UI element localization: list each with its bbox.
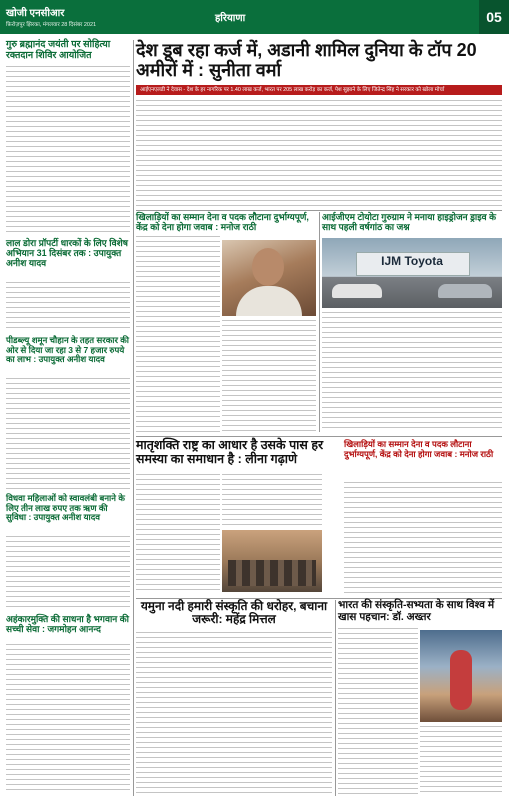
audience-shape — [228, 560, 316, 586]
khiladi2-body-text — [344, 482, 502, 594]
matri-event-photo — [222, 530, 322, 592]
khiladi-body-text — [136, 236, 220, 432]
speaker-body-shape — [236, 286, 302, 316]
khiladi-headline: खिलाड़ियों का सम्मान देना व पदक लौटाना दुर्भाग्यपूर्ण, केंद्र को देना होगा जवाब : मनोज राठी — [136, 212, 309, 233]
toyota-headline: आईजीएम टोयोटा गुरुग्राम ने मनाया हाइड्रोजन ड्राइव के साथ पहली वर्षगांठ का जश्न — [322, 212, 497, 233]
toyota-showroom-photo — [322, 238, 502, 308]
masthead-bar — [0, 0, 509, 34]
lal-dora-headline: लाल डोरा प्रॉपर्टी धारकों के लिए विशेष अभियान 31 दिसंबर तक : उपायुक्त अनीश यादव — [6, 238, 128, 269]
bharat-headline: भारत की संस्कृति-सभ्यता के साथ विश्व में खास पहचान: डॉ. अख्तर — [338, 599, 495, 623]
bharat-event-photo — [420, 630, 502, 722]
column-rule — [133, 40, 134, 796]
yamuna-body-text — [136, 632, 332, 794]
bharat-body-text — [338, 628, 418, 794]
matri-body-text — [136, 474, 220, 594]
pashupalan-body-text — [6, 378, 130, 490]
showroom-car-shape — [332, 284, 382, 298]
lal-dora-body-text — [6, 282, 130, 332]
khiladi2-headline: खिलाड़ियों का सम्मान देना व पदक लौटाना दुर्भाग्यपूर्ण, केंद्र को देना होगा जवाब : मनोज राठी — [344, 439, 494, 459]
date-line: फ़िरोज़पुर झिरका, मंगलवार 28 दिसंबर 2021 — [6, 22, 97, 28]
page-number: 05 — [479, 0, 509, 34]
guru-headline: गुरु ब्रह्मानंद जयंती पर सोहित्या रक्तदान शिविर आयोजित — [6, 39, 111, 61]
vakil-headline: अहंकारमुक्ति की साधना है भगवान की सच्ची सेवा : जगमोहन आनन्द — [6, 614, 130, 635]
divider-line — [136, 436, 502, 437]
lead-body-text — [136, 100, 502, 206]
matri-body-text-2 — [222, 474, 322, 526]
speaker-head-shape — [252, 248, 284, 286]
bharat-body-text-2 — [420, 726, 502, 794]
divider-line — [136, 210, 502, 211]
performer-shape — [450, 650, 472, 710]
guru-body-text — [6, 66, 130, 234]
showroom-car-shape-2 — [438, 284, 492, 298]
lead-subheadline-strip: आईएनएलडी ने देवास - देश के हर नागरिक पर 1.40 लाख कर्ज, भारत पर 205 लाख करोड़ का कर्ज, पेश सुझाने के लिए जितेन्द्र सिंह ने सरकार को खोला मोर्चा — [136, 85, 502, 95]
matri-headline: मातृशक्ति राष्ट्र का आधार है उसके पास हर समस्या का समाधान है : लीना गढ़ाणे — [136, 438, 324, 466]
newspaper-logo: खोजी एनसीआर — [6, 8, 65, 19]
khiladi-body-text-2 — [222, 320, 316, 432]
yamuna-headline: यमुना नदी हमारी संस्कृति की धरोहर, बचाना जरूरी: महेंद्र मित्तल — [140, 599, 328, 627]
column-rule — [335, 600, 336, 796]
vidhva-headline: विधवा महिलाओं को स्वावलंबी बनाने के लिए तीन लाख रुपए तक ऋण की सुविधा : उपायुक्त अनीश यादव — [6, 493, 125, 523]
vakil-body-text — [6, 644, 130, 794]
khiladi-speaker-photo — [222, 240, 316, 316]
section-title: हरियाणा — [215, 13, 246, 24]
vidhva-body-text — [6, 536, 130, 610]
column-rule — [319, 212, 320, 432]
pashupalan-headline: पीडब्ल्यू शमून चौहान के तहत सरकार की ओर से दिया जा रहा 3 से 7 हजार रुपये का लाभ : उपायुक्त अनीश यादव — [6, 335, 130, 365]
toyota-dealer-sign: IJM Toyota — [381, 254, 443, 268]
toyota-body-text — [322, 312, 502, 432]
lead-headline: देश डूब रहा कर्ज में, अडानी शामिल दुनिया के टॉप 20 अमीरों में : सुनीता वर्मा — [136, 40, 477, 80]
